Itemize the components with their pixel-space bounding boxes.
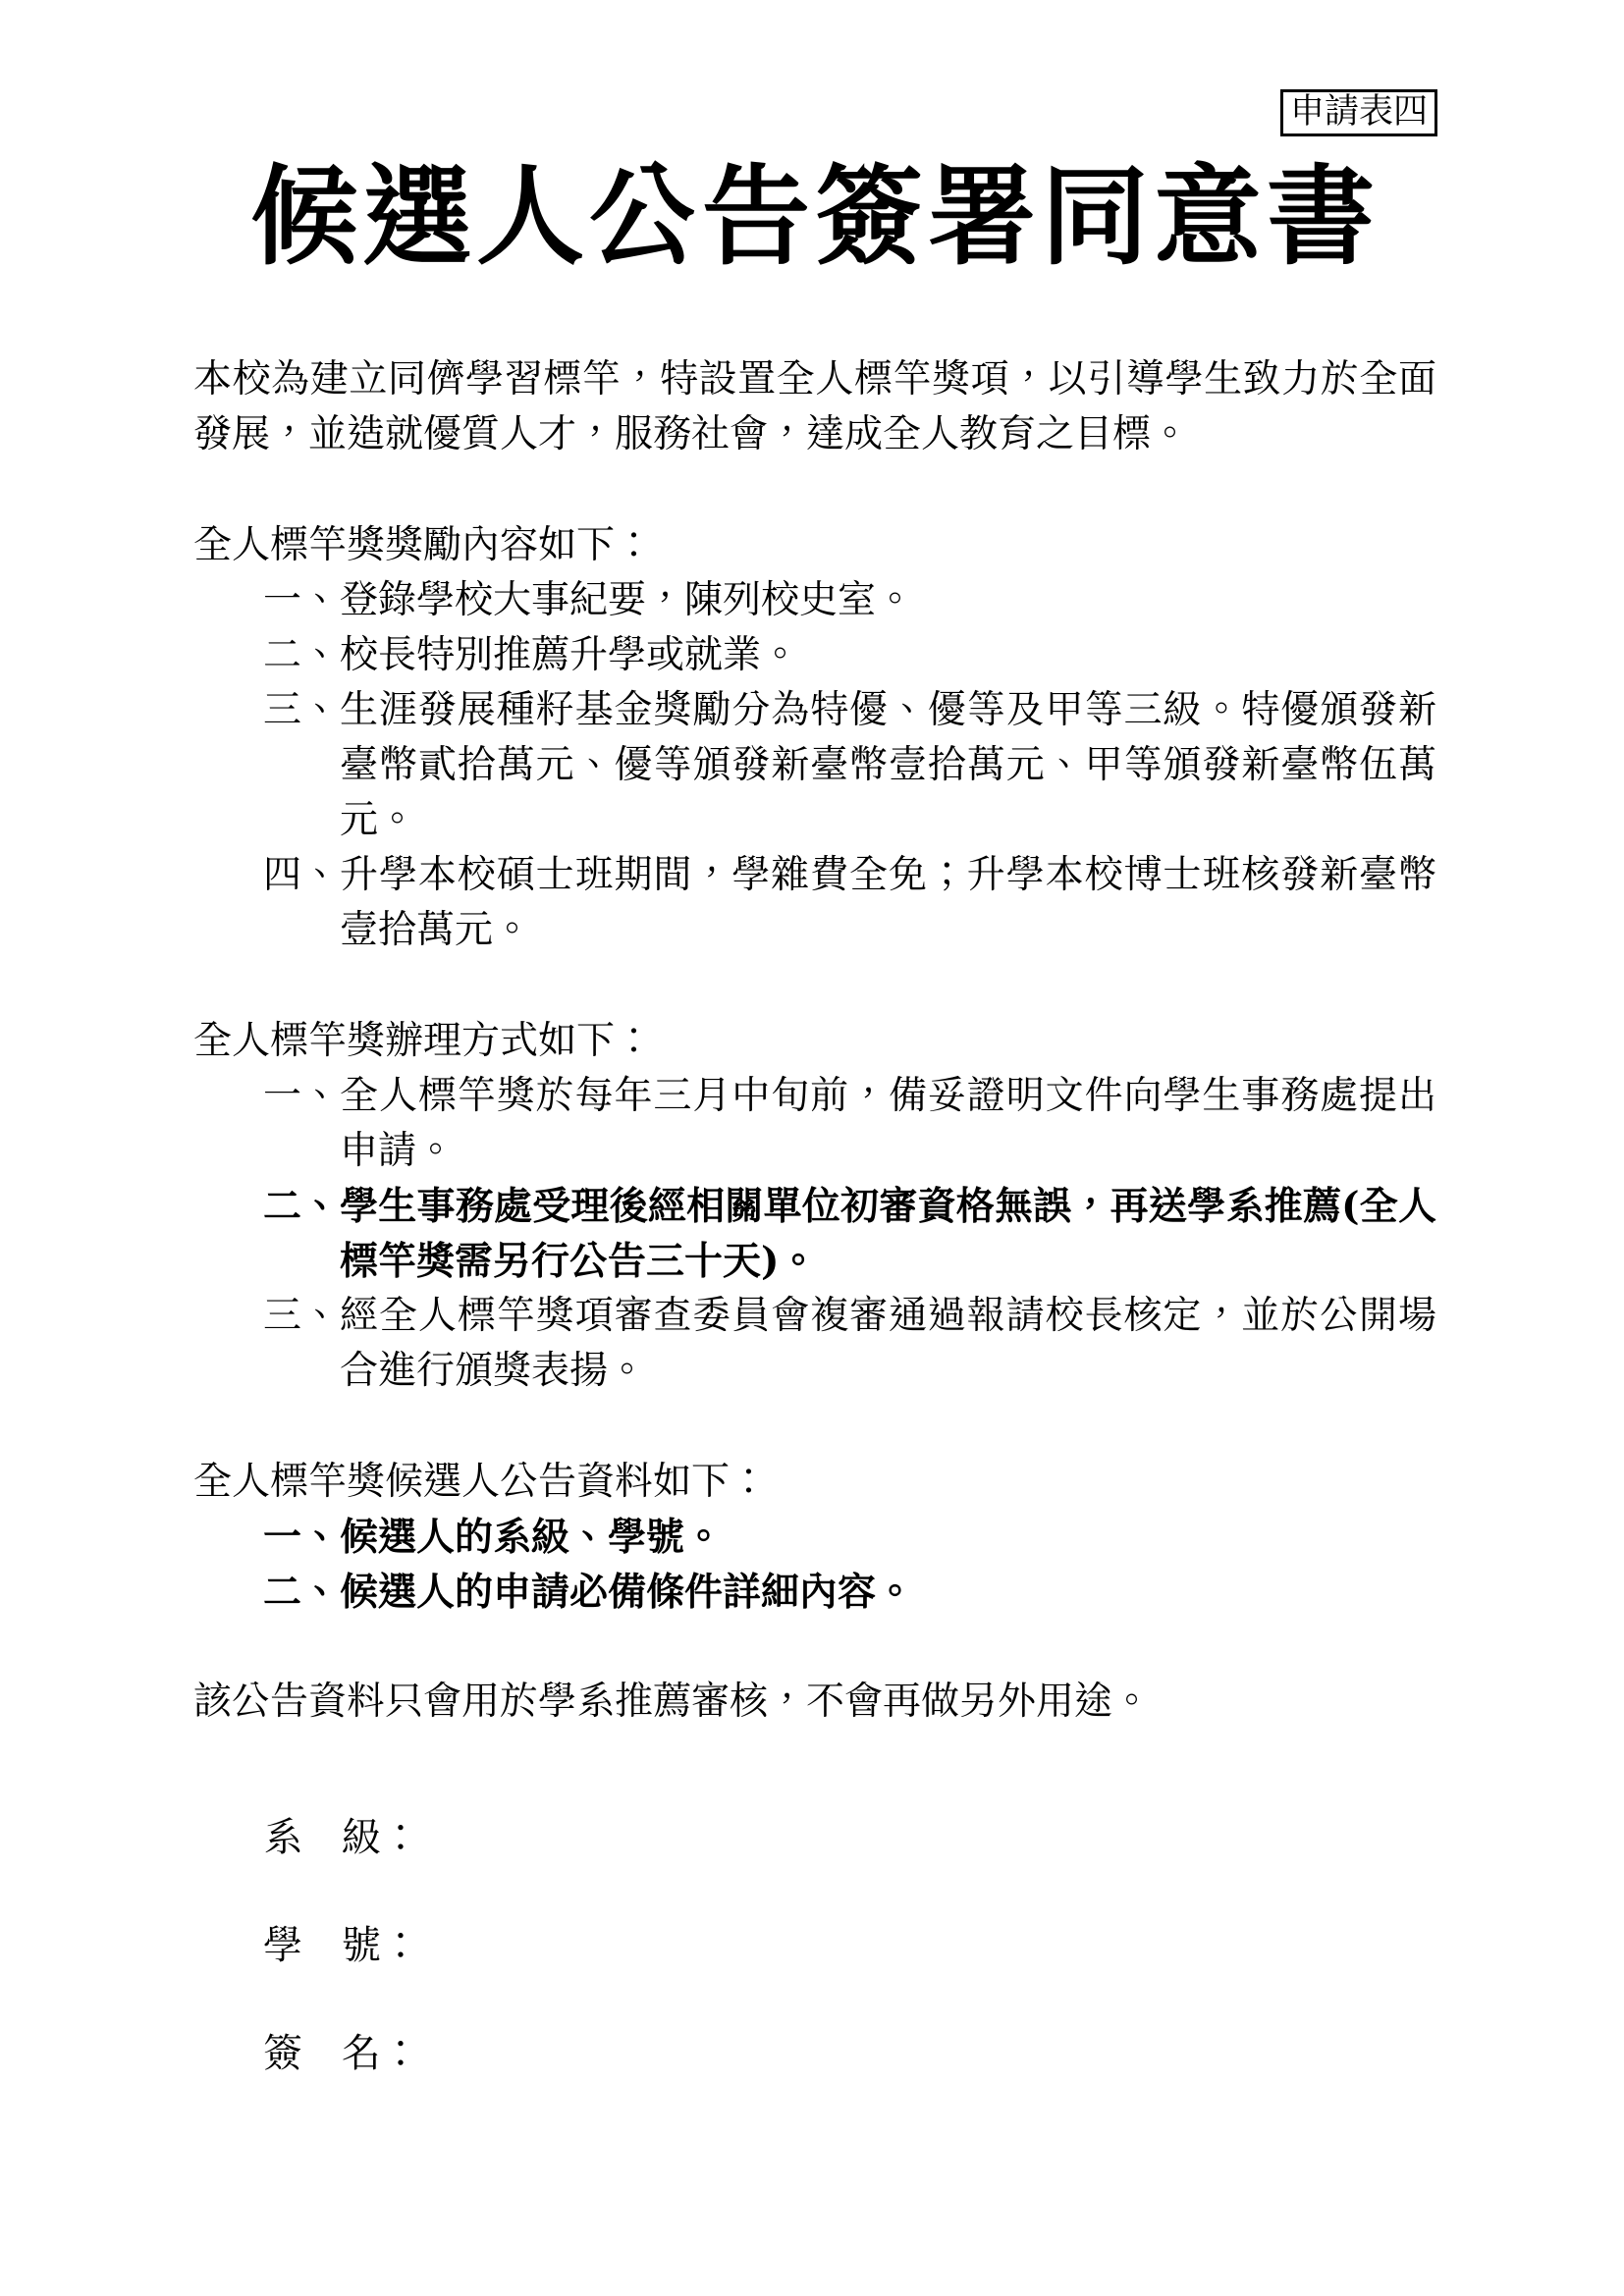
list-item — [263, 1179, 1436, 1289]
field-signature — [263, 2019, 1436, 2081]
field-department-class — [263, 1803, 1436, 1865]
form-number-box — [1280, 89, 1437, 136]
list-item — [263, 573, 1436, 628]
section-heading: 全人標竿獎獎勵內容如下： — [193, 523, 654, 567]
form-number-label: 申請表四 — [1289, 92, 1428, 132]
list-item-number: 二、 — [263, 1570, 341, 1615]
list-item — [263, 1069, 1436, 1179]
section-procedure — [193, 1014, 1436, 1399]
list-item — [263, 1289, 1436, 1399]
list-item — [263, 1510, 1436, 1565]
field-blank-line — [420, 2019, 970, 2066]
field-student-id — [263, 1911, 1436, 1973]
list-item-number: 二、 — [263, 633, 341, 677]
section-heading: 全人標竿獎辦理方式如下： — [193, 1019, 654, 1063]
list-item-number: 一、 — [263, 1074, 341, 1118]
list-item-number: 一、 — [263, 578, 341, 622]
list-item — [263, 683, 1436, 848]
list-item-text: 經全人標竿獎項審查委員會複審通過報請校長核定，並於公開場合進行頒獎表揚。 — [340, 1294, 1436, 1393]
intro-paragraph: 本校為建立同儕學習標竿，特設置全人標竿獎項，以引導學生致力於全面發展，並造就優質人才，服務社會，達成全人教育之目標。 — [193, 357, 1436, 456]
list-item — [263, 1565, 1436, 1620]
list-item-number: 三、 — [263, 688, 341, 732]
list-item-number: 一、 — [263, 1515, 341, 1560]
list-item-text: 升學本校碩士班期間，學雜費全免；升學本校博士班核發新臺幣壹拾萬元。 — [340, 853, 1436, 952]
list-item — [263, 848, 1436, 958]
list-item-text: 學生事務處受理後經相關單位初審資格無誤，再送學系推薦(全人標竿獎需另行公告三十天)。 — [340, 1184, 1436, 1284]
field-label: 學 號： — [263, 1923, 420, 1968]
list-item-number: 四、 — [263, 853, 341, 897]
page-title: 候選人公告簽署同意書 — [250, 153, 1380, 280]
list-item-number: 二、 — [263, 1184, 341, 1229]
section-heading: 全人標竿獎候選人公告資料如下： — [193, 1460, 769, 1504]
closing-paragraph: 該公告資料只會用於學系推薦審核，不會再做另外用途。 — [193, 1680, 1152, 1724]
field-blank-line — [420, 1911, 970, 1958]
field-label: 簽 名： — [263, 2031, 420, 2076]
list-item-text: 登錄學校大事紀要，陳列校史室。 — [340, 578, 915, 622]
list-item-text: 候選人的系級、學號。 — [340, 1515, 724, 1560]
list-item-number: 三、 — [263, 1294, 341, 1338]
list-item-text: 候選人的申請必備條件詳細內容。 — [340, 1570, 915, 1615]
list-item-text: 全人標竿獎於每年三月中旬前，備妥證明文件向學生事務處提出申請。 — [340, 1074, 1436, 1173]
list-item — [263, 628, 1436, 683]
signature-fields — [193, 1803, 1436, 2081]
list-item-text: 生涯發展種籽基金獎勵分為特優、優等及甲等三級。特優頒發新臺幣貳拾萬元、優等頒發新臺幣壹拾萬元、甲等頒發新臺幣伍萬元。 — [340, 688, 1436, 842]
list-item-text: 校長特別推薦升學或就業。 — [340, 633, 800, 677]
field-label: 系 級： — [263, 1815, 420, 1860]
section-announcement-data — [193, 1455, 1436, 1620]
section-reward-content — [193, 518, 1436, 958]
field-blank-line — [420, 1803, 970, 1850]
